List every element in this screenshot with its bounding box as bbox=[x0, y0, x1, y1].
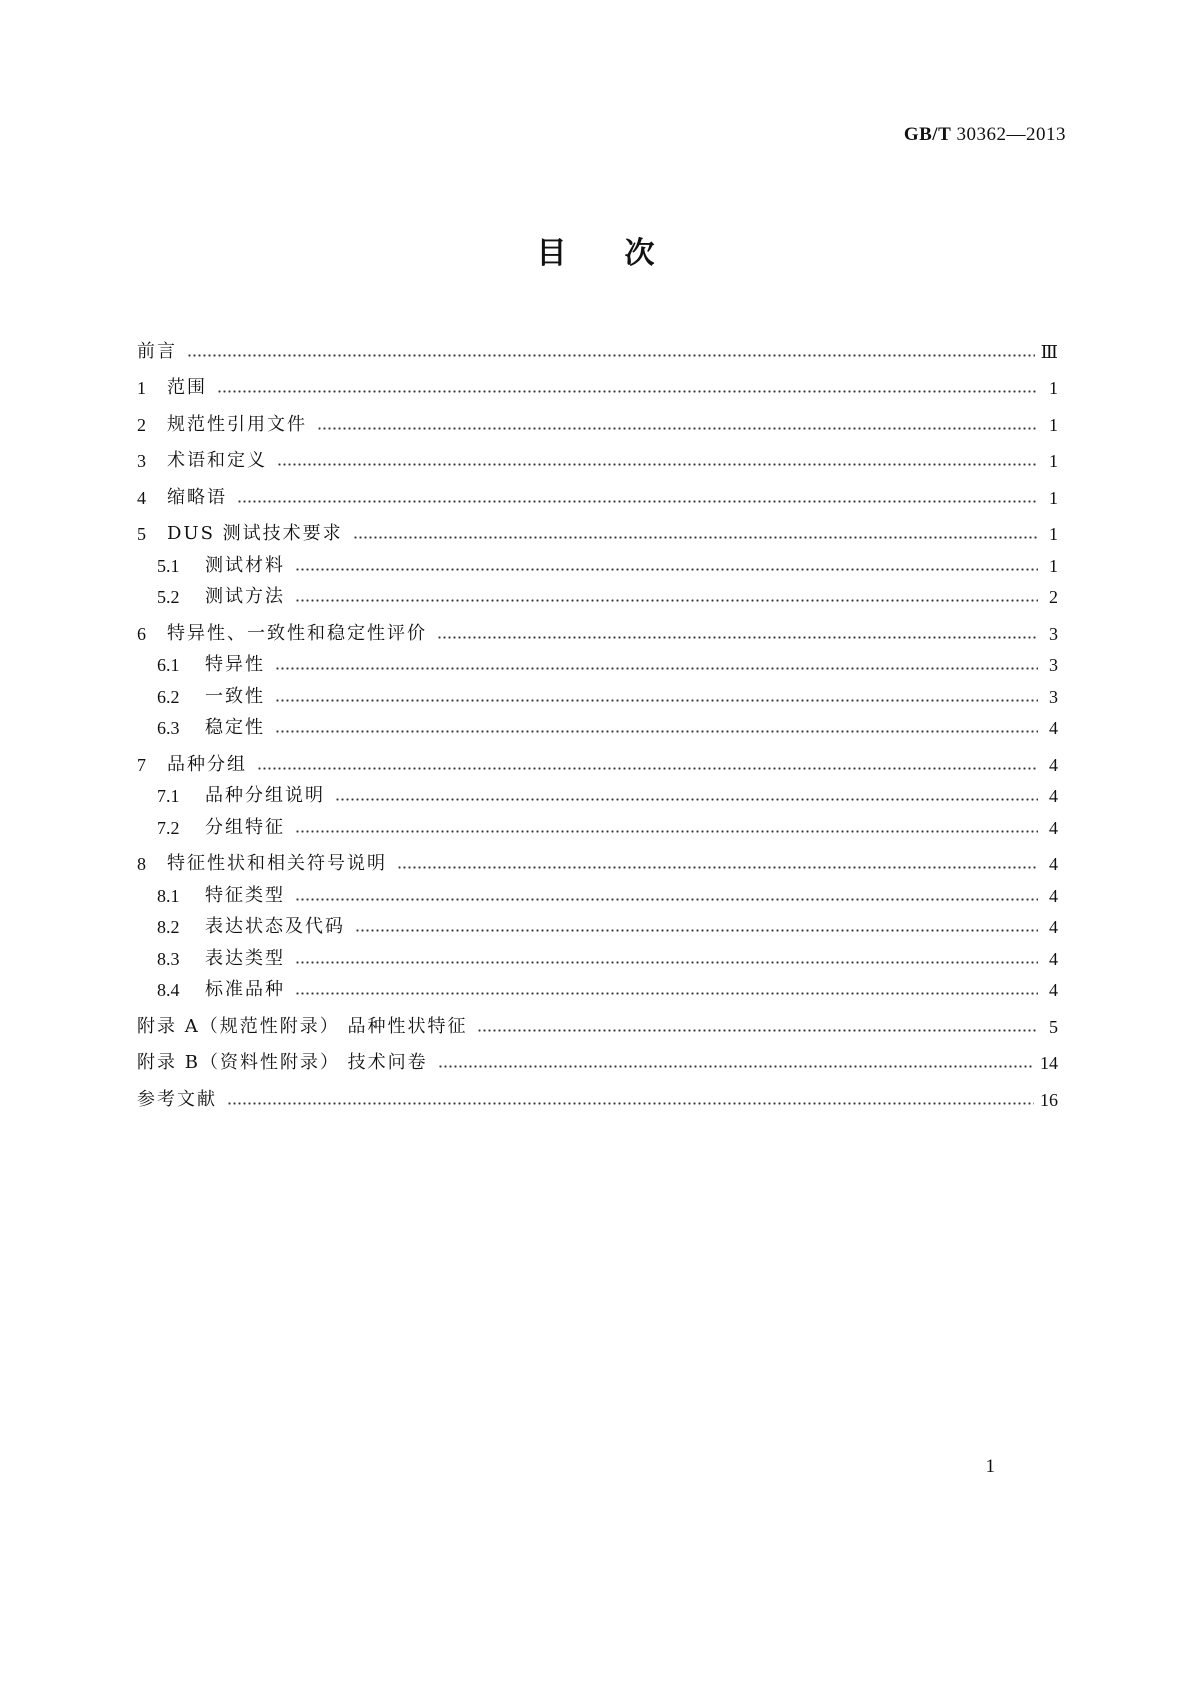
toc-leader-dots bbox=[237, 500, 1038, 503]
toc-entry-page: 5 bbox=[1049, 1016, 1058, 1037]
toc-entry-page: 1 bbox=[1049, 451, 1058, 471]
toc-entry-title: 附录 B（资料性附录） 技术问卷 bbox=[137, 1052, 428, 1073]
toc-entry-title: 参考文献 bbox=[137, 1088, 217, 1110]
toc-entry-number: 6.2 bbox=[157, 686, 180, 707]
toc-entry-number: 8 bbox=[137, 854, 146, 874]
toc-entry-page: 4 bbox=[1049, 754, 1058, 775]
toc-entry-title: 范围 bbox=[167, 377, 207, 398]
toc-entry-title: 特异性、一致性和稳定性评价 bbox=[167, 622, 427, 644]
toc-leader-dots bbox=[317, 427, 1038, 430]
toc-entry-page: 4 bbox=[1049, 854, 1058, 874]
toc-entry[interactable] bbox=[137, 472, 1058, 509]
toc-entry-title: 特征类型 bbox=[205, 884, 285, 906]
toc-entry[interactable] bbox=[137, 776, 1058, 808]
toc-leader-dots bbox=[295, 568, 1038, 571]
toc-entry[interactable] bbox=[137, 399, 1058, 436]
toc-entry[interactable] bbox=[137, 807, 1058, 839]
toc-entry[interactable] bbox=[137, 839, 1058, 876]
toc-entry[interactable] bbox=[137, 436, 1058, 473]
toc-entry-title: 前言 bbox=[137, 340, 177, 362]
toc-entry[interactable] bbox=[137, 363, 1058, 400]
toc-entry-number: 8.4 bbox=[157, 980, 180, 1000]
toc-entry[interactable] bbox=[137, 708, 1058, 740]
toc-entry[interactable] bbox=[137, 1001, 1058, 1038]
toc-entry-page: 3 bbox=[1049, 655, 1058, 675]
toc-entry-page: Ⅲ bbox=[1040, 341, 1058, 362]
toc-entry-title: 品种分组 bbox=[167, 753, 247, 775]
toc-entry-page: 16 bbox=[1040, 1089, 1058, 1110]
toc-entry-page: 4 bbox=[1049, 980, 1058, 1000]
toc-entry-number: 2 bbox=[137, 414, 146, 435]
toc-entry-title: 表达类型 bbox=[205, 947, 285, 969]
toc-entry-title: 表达状态及代码 bbox=[205, 916, 345, 937]
toc-entry-title: 一致性 bbox=[205, 685, 265, 707]
toc-entry[interactable] bbox=[137, 1038, 1058, 1075]
toc-entry-page: 4 bbox=[1049, 917, 1058, 937]
toc-entry[interactable] bbox=[137, 1074, 1058, 1111]
toc-leader-dots bbox=[437, 636, 1038, 639]
toc-leader-dots bbox=[295, 830, 1038, 833]
toc-leader-dots bbox=[295, 599, 1038, 602]
toc-entry[interactable] bbox=[137, 326, 1058, 363]
standard-prefix: GB/T bbox=[903, 124, 952, 145]
toc-entry-title: 术语和定义 bbox=[167, 450, 267, 471]
toc-entry-number: 8.2 bbox=[157, 917, 180, 937]
toc-entry-number: 3 bbox=[137, 451, 146, 471]
toc-leader-dots bbox=[275, 730, 1038, 733]
toc-entry-page: 1 bbox=[1049, 414, 1058, 435]
toc-entry-page: 1 bbox=[1049, 555, 1058, 576]
toc-entry[interactable] bbox=[137, 676, 1058, 708]
toc-entry-number: 7.2 bbox=[157, 817, 180, 838]
toc-leader-dots bbox=[217, 390, 1038, 393]
toc-entry-number: 5 bbox=[137, 524, 146, 544]
toc-entry-page: 1 bbox=[1049, 524, 1058, 544]
toc-leader-dots bbox=[275, 667, 1038, 670]
toc-entry[interactable] bbox=[137, 545, 1058, 577]
toc-entry-number: 7 bbox=[137, 754, 146, 775]
toc-entry-page: 4 bbox=[1049, 885, 1058, 906]
toc-leader-dots bbox=[187, 354, 1035, 357]
toc-entry[interactable] bbox=[137, 608, 1058, 645]
toc-leader-dots bbox=[477, 1029, 1038, 1032]
toc-entry-page: 4 bbox=[1049, 948, 1058, 969]
toc-entry[interactable] bbox=[137, 739, 1058, 776]
toc-entry-number: 8.1 bbox=[157, 885, 180, 906]
toc-leader-dots bbox=[275, 699, 1038, 702]
toc-entry-page: 1 bbox=[1049, 487, 1058, 508]
toc-entry[interactable] bbox=[137, 875, 1058, 907]
toc-leader-dots bbox=[355, 929, 1038, 932]
toc-entry-page: 4 bbox=[1049, 718, 1058, 738]
standard-number: 30362—2013 bbox=[956, 124, 1066, 145]
toc-entry[interactable] bbox=[137, 577, 1058, 609]
toc-entry-title: 缩略语 bbox=[167, 486, 227, 508]
standard-code bbox=[904, 124, 1066, 146]
toc-entry[interactable] bbox=[137, 645, 1058, 677]
toc-entry-page: 2 bbox=[1049, 587, 1058, 607]
toc-entry-title: 测试材料 bbox=[205, 554, 285, 576]
toc-entry-page: 4 bbox=[1049, 786, 1058, 806]
toc-entry-page: 4 bbox=[1049, 817, 1058, 838]
toc-entry-page: 3 bbox=[1049, 623, 1058, 644]
page-title: 目次 bbox=[536, 236, 713, 271]
toc-leader-dots bbox=[295, 898, 1038, 901]
toc-entry[interactable] bbox=[137, 509, 1058, 546]
toc-entry-title: 稳定性 bbox=[205, 717, 265, 738]
toc-entry-number: 6 bbox=[137, 623, 146, 644]
page-number: 1 bbox=[985, 1456, 995, 1477]
toc-leader-dots bbox=[277, 463, 1038, 466]
toc-entry-title: 标准品种 bbox=[205, 979, 285, 1000]
toc-entry-number: 8.3 bbox=[157, 948, 180, 969]
toc-entry-title: 特征性状和相关符号说明 bbox=[167, 853, 387, 874]
toc-entry-number: 4 bbox=[137, 487, 146, 508]
toc-leader-dots bbox=[438, 1065, 1034, 1068]
toc-entry[interactable] bbox=[137, 938, 1058, 970]
toc-entry-page: 1 bbox=[1049, 378, 1058, 398]
toc-entry-page: 14 bbox=[1040, 1053, 1058, 1073]
toc-entry-number: 5.2 bbox=[157, 587, 180, 607]
toc-entry-title: DUS 测试技术要求 bbox=[167, 523, 343, 544]
toc-leader-dots bbox=[257, 767, 1038, 770]
toc-entry-number: 6.1 bbox=[157, 655, 180, 675]
table-of-contents bbox=[137, 326, 1058, 1111]
toc-leader-dots bbox=[335, 798, 1038, 801]
toc-entry-title: 分组特征 bbox=[205, 816, 285, 838]
toc-leader-dots bbox=[295, 961, 1038, 964]
toc-entry-title: 品种分组说明 bbox=[205, 785, 325, 806]
toc-entry-title: 测试方法 bbox=[205, 586, 285, 607]
toc-entry-number: 5.1 bbox=[157, 555, 180, 576]
toc-entry-page: 3 bbox=[1049, 686, 1058, 707]
toc-entry-title: 规范性引用文件 bbox=[167, 413, 307, 435]
toc-leader-dots bbox=[295, 992, 1038, 995]
toc-entry-title: 附录 A（规范性附录） 品种性状特征 bbox=[137, 1015, 468, 1037]
toc-entry-title: 特异性 bbox=[205, 654, 265, 675]
toc-entry-number: 6.3 bbox=[157, 718, 180, 738]
toc-entry[interactable] bbox=[137, 907, 1058, 939]
toc-leader-dots bbox=[353, 536, 1038, 539]
toc-leader-dots bbox=[227, 1102, 1034, 1105]
toc-entry[interactable] bbox=[137, 970, 1058, 1002]
toc-entry-number: 7.1 bbox=[157, 786, 180, 806]
toc-entry-number: 1 bbox=[137, 378, 146, 398]
toc-leader-dots bbox=[397, 866, 1038, 869]
